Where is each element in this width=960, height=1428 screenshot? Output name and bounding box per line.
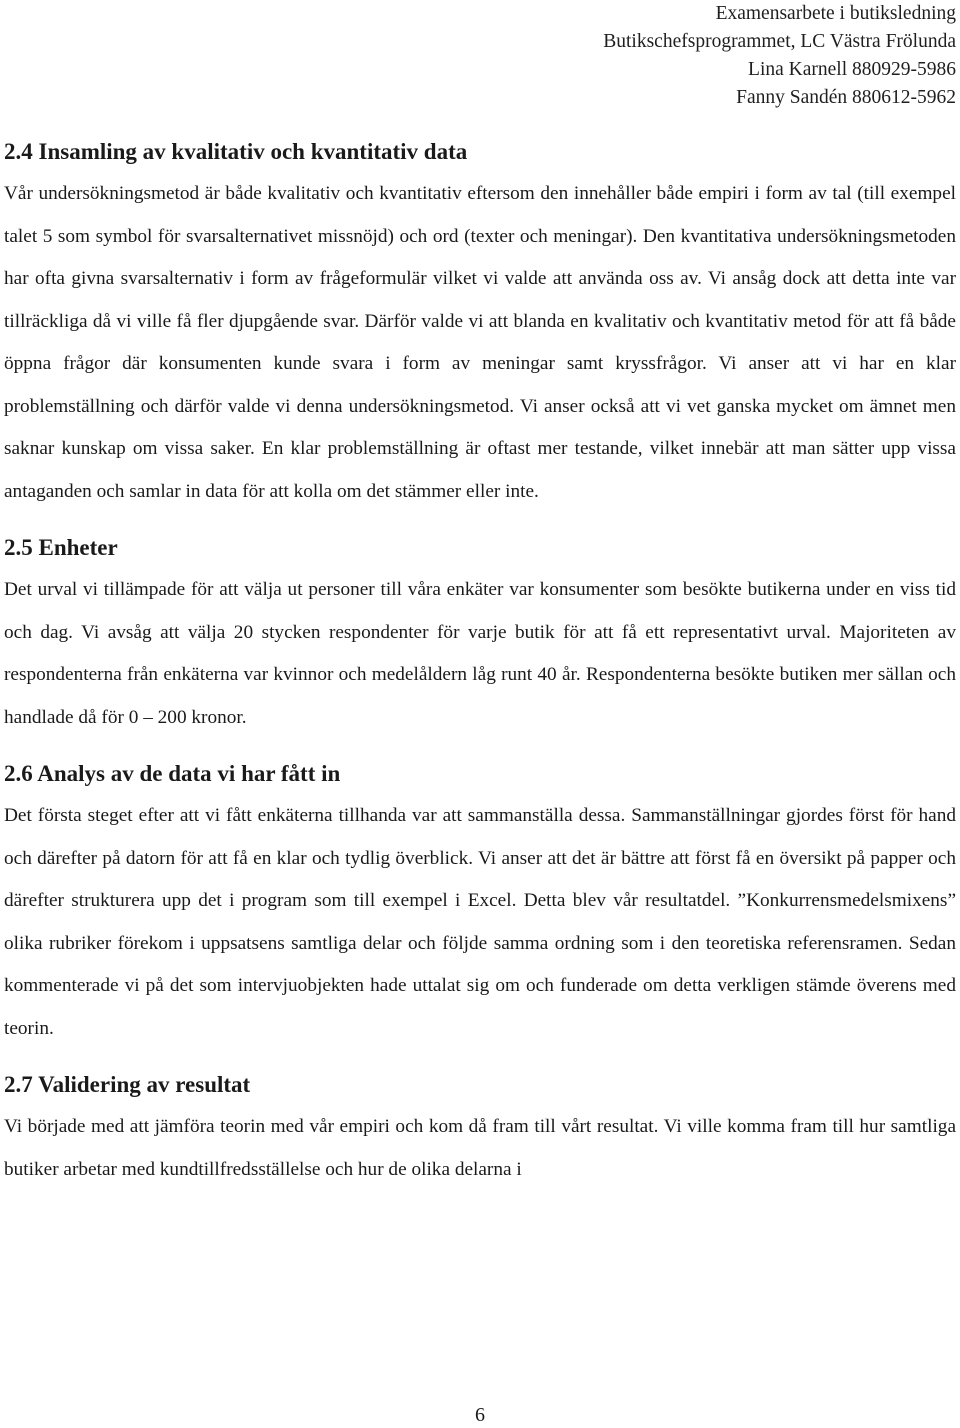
section-2-4 — [4, 137, 956, 513]
section-paragraph: Det urval vi tillämpade för att välja ut personer till våra enkäter var konsumenter som besökte butikerna under en viss tid och dag. Vi avsåg att välja 20 stycken respondenter för varje butik för att få ett representativt urval. Majoriteten av respondenterna från enkäterna var kvinnor och medelåldern låg runt 40 år. Respondenterna besökte butiken mer sällan och handlade då för 0 – 200 kronor. — [4, 579, 956, 728]
section-paragraph: Vi började med att jämföra teorin med vår empiri och kom då fram till vårt resultat. Vi ville komma fram till hur samtliga butiker arbetar med kundtillfredsställelse och hur de olika delarna i — [4, 1116, 956, 1180]
section-2-5 — [4, 533, 956, 739]
section-paragraph: Det första steget efter att vi fått enkäterna tillhanda var att sammanställa dessa. Sammanställningar gjordes först för hand och därefter på datorn för att få en klar och tydlig överblick. Vi anser att det är bättre att först få en översikt på papper och därefter strukturera upp det i program som till exempel i Excel. Detta blev vår resultatdel. ”Konkurrensmedelsmixens” olika rubriker förekom i uppsatsens samtliga delar och följde samma ordning som i den teoretiska referensramen. Sedan kommenterade vi på det som intervjuobjekten hade uttalat sig om och funderade om detta verkligen stämde överens med teorin. — [4, 805, 956, 1039]
document-body — [4, 137, 956, 1191]
header-line-program: Butikschefsprogrammet, LC Västra Frölunda — [603, 31, 956, 52]
section-heading: 2.4 Insamling av kvalitativ och kvantitativ data — [4, 139, 468, 164]
section-heading: 2.5 Enheter — [4, 535, 118, 560]
section-2-6 — [4, 759, 956, 1050]
header-line-course: Examensarbete i butiksledning — [715, 3, 956, 24]
page-number: 6 — [475, 1404, 485, 1426]
section-paragraph: Vår undersökningsmetod är både kvalitativ och kvantitativ eftersom den innehåller både empiri i form av tal (till exempel talet 5 som symbol för svarsalternativet missnöjd) och ord (texter och meningar). Den kvantitativa undersökningsmetoden har ofta givna svarsalternativ i form av frågeformulär vilket vi valde att använda oss av. Vi ansåg dock att detta inte var tillräckliga då vi ville få fler djupgående svar. Därför valde vi att blanda en kvalitativ och kvantitativ metod för att få både öppna frågor där konsumenten kunde svara i form av meningar samt kryssfrågor. Vi anser att vi har en klar problemställning och därför valde vi denna undersökningsmetod. Vi anser också att vi vet ganska mycket om ämnet men saknar kunskap om vissa saker. En klar problemställning är oftast mer testande, vilket innebär att man sätter upp vissa antaganden och samlar in data för att kolla om det stämmer eller inte. — [4, 183, 956, 502]
section-heading: 2.7 Validering av resultat — [4, 1072, 251, 1097]
section-heading: 2.6 Analys av de data vi har fått in — [4, 761, 341, 786]
header-line-author-1: Lina Karnell 880929-5986 — [748, 59, 956, 80]
document-header — [603, 0, 956, 112]
section-2-7 — [4, 1070, 956, 1191]
header-line-author-2: Fanny Sandén 880612-5962 — [736, 87, 956, 108]
